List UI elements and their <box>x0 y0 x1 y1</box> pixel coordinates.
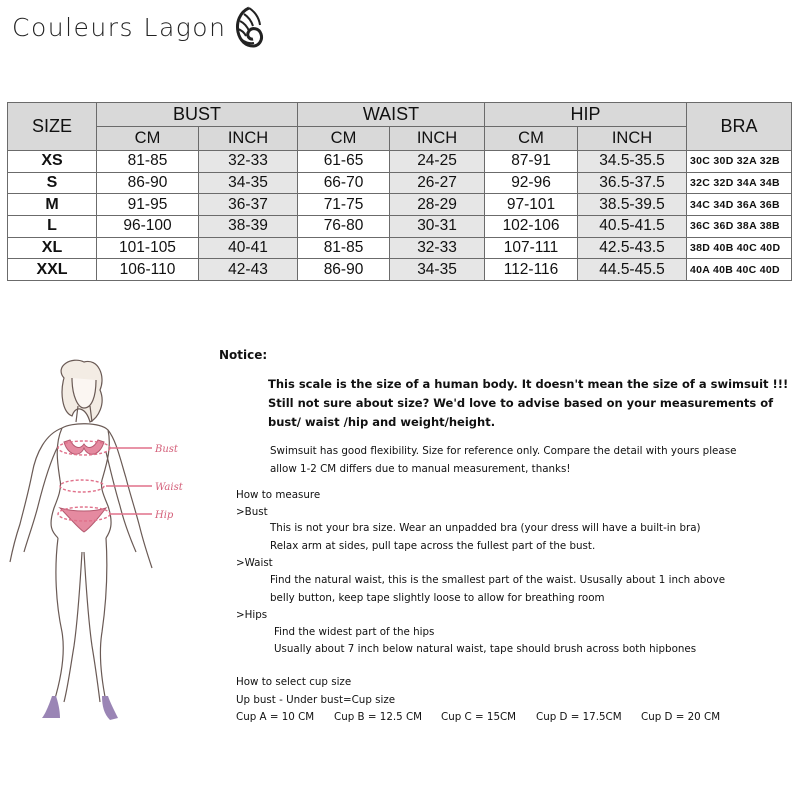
shell-icon <box>232 6 266 48</box>
bust-inch-cell: 42-43 <box>199 259 298 281</box>
waist-cm-cell: 61-65 <box>298 151 390 173</box>
cup-b-value: Cup B = 12.5 CM <box>334 711 423 723</box>
table-row <box>8 172 792 194</box>
bust-header: BUST <box>97 103 298 127</box>
bust-inch-cell: 34-35 <box>199 172 298 194</box>
bra-header: BRA <box>687 103 792 151</box>
notice-bold-line: Still not sure about size? We'd love to advise based on your measurements of <box>268 396 774 410</box>
bust-cm-cell: 81-85 <box>97 151 199 173</box>
hip-cm-cell: 92-96 <box>485 172 578 194</box>
unit-header: CM <box>298 127 390 151</box>
notice-title: Notice: <box>219 348 268 362</box>
hips-instruction: Find the widest part of the hips <box>274 626 435 638</box>
hip-inch-cell: 44.5-45.5 <box>578 259 687 281</box>
bust-inch-cell: 32-33 <box>199 151 298 173</box>
size-cell: XS <box>8 151 97 173</box>
waist-inch-cell: 30-31 <box>390 216 485 238</box>
unit-header: INCH <box>578 127 687 151</box>
waist-instruction: belly button, keep tape slightly loose to allow for breathing room <box>270 592 605 604</box>
flexibility-note: allow 1-2 CM differs due to manual measurement, thanks! <box>270 463 571 475</box>
hip-header: HIP <box>485 103 687 127</box>
bra-cell: 38D 40B 40C 40D <box>687 237 792 259</box>
hip-cm-cell: 87-91 <box>485 151 578 173</box>
bra-cell: 30C 30D 32A 32B <box>687 151 792 173</box>
bra-cell: 36C 36D 38A 38B <box>687 216 792 238</box>
unit-header: CM <box>485 127 578 151</box>
hip-inch-cell: 40.5-41.5 <box>578 216 687 238</box>
size-header: SIZE <box>8 103 97 151</box>
size-cell: XL <box>8 237 97 259</box>
notice-bold-line: This scale is the size of a human body. It doesn't mean the size of a swimsuit !!! <box>268 377 789 391</box>
waist-inch-cell: 34-35 <box>390 259 485 281</box>
bust-instruction: Relax arm at sides, pull tape across the fullest part of the bust. <box>270 540 596 552</box>
waist-inch-cell: 32-33 <box>390 237 485 259</box>
hip-inch-cell: 34.5-35.5 <box>578 151 687 173</box>
bust-inch-cell: 38-39 <box>199 216 298 238</box>
hip-inch-cell: 36.5-37.5 <box>578 172 687 194</box>
size-cell: L <box>8 216 97 238</box>
waist-cm-cell: 86-90 <box>298 259 390 281</box>
size-chart-table <box>7 102 792 281</box>
cup-c-value: Cup C = 15CM <box>441 711 517 723</box>
size-cell: S <box>8 172 97 194</box>
size-cell: M <box>8 194 97 216</box>
hip-cm-cell: 112-116 <box>485 259 578 281</box>
cup-d-large-value: Cup D = 20 CM <box>641 711 721 723</box>
flexibility-note: Swimsuit has good flexibility. Size for reference only. Compare the detail with yours please <box>270 445 737 457</box>
hips-heading: >Hips <box>236 609 268 621</box>
bra-cell: 40A 40B 40C 40D <box>687 259 792 281</box>
hip-inch-cell: 42.5-43.5 <box>578 237 687 259</box>
unit-header: INCH <box>199 127 298 151</box>
cup-size-heading: How to select cup size <box>236 676 352 688</box>
hip-cm-cell: 97-101 <box>485 194 578 216</box>
size-cell: XXL <box>8 259 97 281</box>
bust-heading: >Bust <box>236 506 268 518</box>
bust-instruction: This is not your bra size. Wear an unpadded bra (your dress will have a built-in bra) <box>270 522 701 534</box>
cup-d-value: Cup D = 17.5CM <box>536 711 622 723</box>
cup-a-value: Cup A = 10 CM <box>236 711 315 723</box>
waist-cm-cell: 76-80 <box>298 216 390 238</box>
table-row <box>8 194 792 216</box>
hip-label: Hip <box>155 510 174 521</box>
table-row <box>8 216 792 238</box>
measurement-figure-illustration <box>2 356 207 726</box>
waist-cm-cell: 81-85 <box>298 237 390 259</box>
waist-inch-cell: 28-29 <box>390 194 485 216</box>
bra-cell: 32C 32D 34A 34B <box>687 172 792 194</box>
table-row <box>8 259 792 281</box>
bust-label: Bust <box>155 444 178 455</box>
waist-inch-cell: 24-25 <box>390 151 485 173</box>
notice-bold-line: bust/ waist /hip and weight/height. <box>268 415 496 429</box>
unit-header: INCH <box>390 127 485 151</box>
waist-heading: >Waist <box>236 557 273 569</box>
bust-cm-cell: 86-90 <box>97 172 199 194</box>
waist-label: Waist <box>155 482 183 493</box>
waist-header: WAIST <box>298 103 485 127</box>
hip-cm-cell: 107-111 <box>485 237 578 259</box>
bust-cm-cell: 106-110 <box>97 259 199 281</box>
brand-name: Couleurs Lagon <box>12 12 227 42</box>
bust-inch-cell: 36-37 <box>199 194 298 216</box>
brand-header <box>12 6 266 48</box>
bust-cm-cell: 101-105 <box>97 237 199 259</box>
bra-cell: 34C 34D 36A 36B <box>687 194 792 216</box>
cup-size-formula: Up bust - Under bust=Cup size <box>236 694 396 706</box>
bust-cm-cell: 96-100 <box>97 216 199 238</box>
waist-instruction: Find the natural waist, this is the smallest part of the waist. Ususally about 1 inch above <box>270 574 726 586</box>
waist-cm-cell: 71-75 <box>298 194 390 216</box>
how-to-measure-heading: How to measure <box>236 489 321 501</box>
waist-inch-cell: 26-27 <box>390 172 485 194</box>
bust-inch-cell: 40-41 <box>199 237 298 259</box>
hip-cm-cell: 102-106 <box>485 216 578 238</box>
table-row <box>8 237 792 259</box>
table-row <box>8 151 792 173</box>
hip-inch-cell: 38.5-39.5 <box>578 194 687 216</box>
bust-cm-cell: 91-95 <box>97 194 199 216</box>
hips-instruction: Usually about 7 inch below natural waist, tape should brush across both hipbones <box>274 643 697 655</box>
unit-header: CM <box>97 127 199 151</box>
waist-cm-cell: 66-70 <box>298 172 390 194</box>
